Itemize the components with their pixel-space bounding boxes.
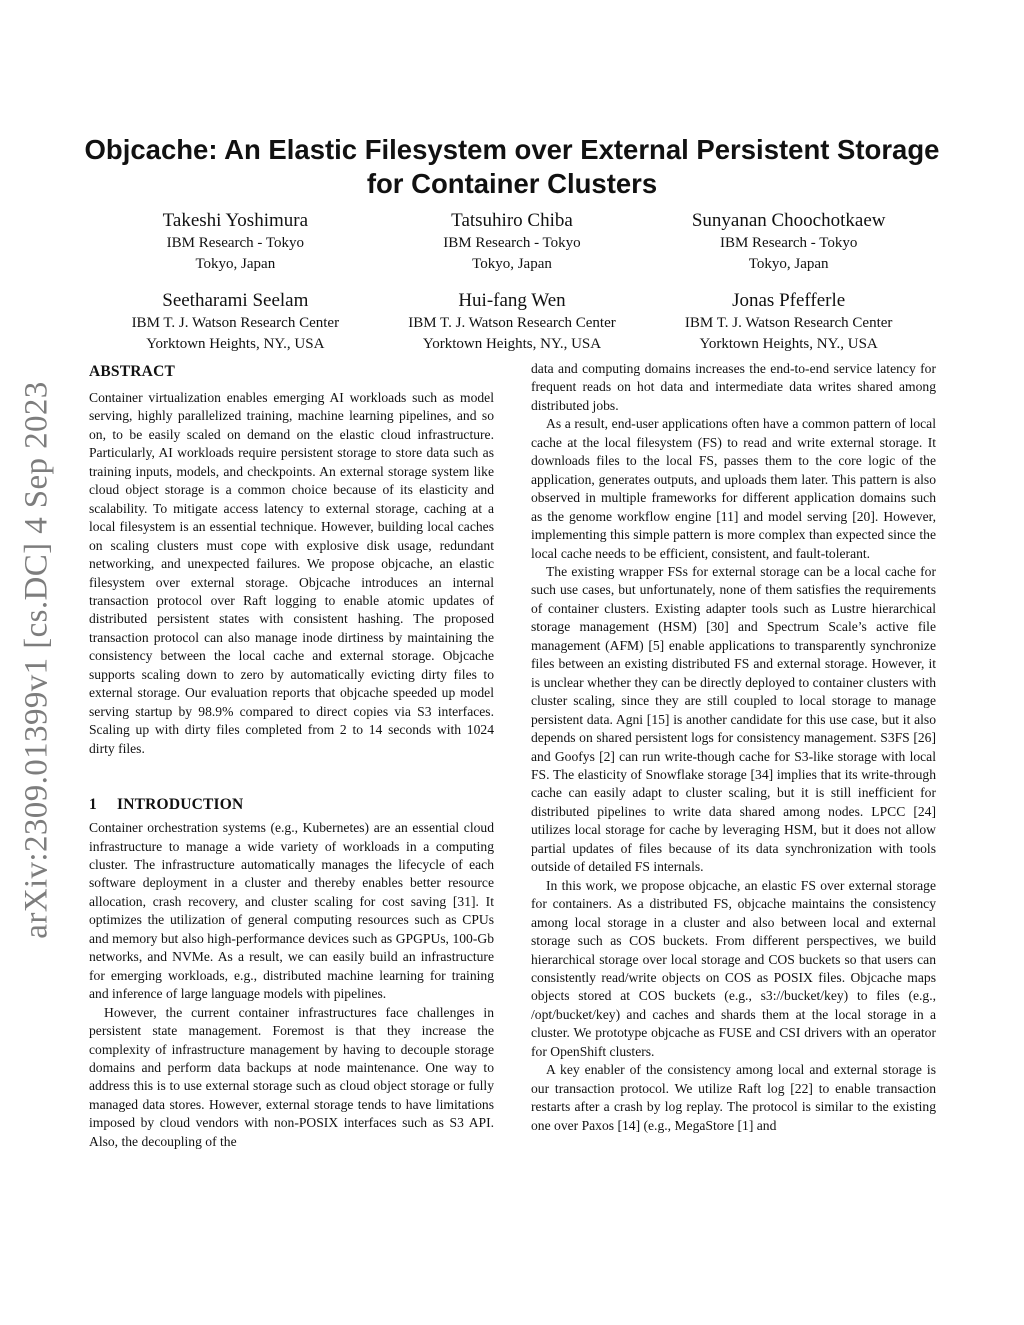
author-location: Yorktown Heights, NY., USA	[146, 335, 325, 352]
author-location: Yorktown Heights, NY., USA	[699, 335, 878, 352]
author-affiliation: IBM Research - Tokyo	[166, 235, 305, 251]
section-number: 1	[89, 796, 97, 814]
body-paragraph: Container orchestration systems (e.g., Kubernetes) are an essential cloud infrastructure to manage a wide variety of workloads in a computing cluster. The infrastructure automatically manages the lifecycle of each software deployment in a cluster and thereby enables better resource allocation, crash recovery, and cluster scaling for cost saving [31]. It optimizes the utilization of general computing resources such as CPUs and memory but also high-performance devices such as GPGPUs, 100-Gb networks, and NVMe. As a result, we can easily build an infrastructure for emerging workloads, e.g., distributed machine learning for training and inference of large language models with pipelines.	[89, 820, 494, 1002]
author-card	[374, 208, 651, 274]
author-name: Hui-fang Wen	[458, 290, 566, 311]
body-paragraph: The existing wrapper FSs for external storage can be a local cache for such use cases, but unfortunately, none of them satisfies the requirements of container clusters. Existing adapter tools such as Lustre hierarchical storage management (HSM) [30] and Spectrum Scale’s active file management (AFM) [5] enable applications to transparently synchronize files between an existing distributed FS and external storage. However, it is unclear whether they can be directly deployed to container clusters with cluster scaling, since they are still coupled to local storage to manage persistent data. Agni [15] is another candidate for this use case, but it also depends on shared persistent logs for consistency management. S3FS [26] and Goofys [2] can run write-though cache for S3-like storage with local FS. The elasticity of Snowflake storage [34] implies that its write-through cache can easily adapt to cluster scaling, but it is still inefficient for distributed pipelines to write data shared among nodes. LPCC [24] utilizes local storage for cache by leveraging HSM, but it does not allow partial updates of files because of its data synchronization with tools outside of detailed FS internals.	[531, 563, 936, 875]
arxiv-sidebar-stamp	[12, 360, 62, 960]
author-name: Tatsuhiro Chiba	[451, 210, 573, 231]
body-paragraph: However, the current container infrastructures face challenges in persistent state management. Foremost is that they increase the complexity of infrastructure management by having to decouple storage domains and perform data backups at node maintenance. One way to address this is to use external storage such as cloud object storage or fully managed data stores. However, external storage tends to have limitations imposed by cloud vendors with non-POSIX interfaces such as S3 API. Also, the decoupling of the	[89, 1004, 494, 1149]
author-card	[97, 288, 374, 354]
author-affiliation: IBM T. J. Watson Research Center	[408, 315, 616, 331]
author-name: Jonas Pfefferle	[732, 290, 846, 311]
section-heading-introduction	[89, 794, 494, 816]
author-block	[97, 208, 927, 354]
paper-title: Objcache: An Elastic Filesystem over External Persistent Storage for Container Clusters	[84, 134, 940, 199]
author-affiliation: IBM T. J. Watson Research Center	[684, 315, 893, 331]
author-name: Seetharami Seelam	[162, 290, 309, 311]
author-location: Tokyo, Japan	[472, 255, 552, 272]
arxiv-identifier: arXiv:2309.01399v1 [cs.DC] 4 Sep 2023	[18, 381, 55, 939]
author-card	[97, 208, 374, 274]
author-location: Yorktown Heights, NY., USA	[422, 335, 602, 352]
body-paragraph: In this work, we propose objcache, an elastic FS over external storage for containers. As a distributed FS, objcache maintains the consistency among local storage in a cluster and also between local and external storage such as COS buckets. From different perspectives, we build hierarchical storage over local storage and COS buckets so that users can consistently read/write objects on COS as POSIX files. Objcache maps objects stored at COS buckets (e.g., s3://bucket/key) to files (e.g., /opt/bucket/key) and caches and shards them at the local storage in a cluster. We prototype objcache as FUSE and CSI drivers with an operator for OpenShift clusters.	[531, 877, 936, 1059]
author-affiliation: IBM Research - Tokyo	[443, 235, 581, 251]
section-title: INTRODUCTION	[117, 796, 244, 814]
body-paragraph: data and computing domains increases the end-to-end service latency for frequent reads on hot data and intermediate data writes shared among distributed jobs.	[531, 361, 936, 413]
author-affiliation: IBM Research - Tokyo	[719, 235, 858, 251]
abstract-text: Container virtualization enables emerging AI workloads such as model serving, highly parallelized training, machine learning pipelines, and so on, to be easily scaled on demand on the elastic cloud infrastructure. Particularly, AI workloads require persistent storage to store data such as training inputs, models, and checkpoints. An external storage system like cloud object storage is a common choice because of its elasticity and scalability. To mitigate access latency to external storage, caching at a local filesystem is an essential technique. However, building local caches on scaling clusters must cope with explosive disk usage, redundant networking, and unexpected failures. We propose objcache, an elastic filesystem over external storage. Objcache introduces an internal transaction protocol over Raft logging to enable atomic updates of distributed persistent states with consistent hashing. The proposed transaction protocol can also manage inode dirtiness by maintaining the consistency between the local cache and external storage. Objcache supports scaling down to zero by automatically evicting dirty files to external storage. Our evaluation reports that objcache speeded up model serving startup by 98.9% compared to direct copies via S3 interfaces. Scaling up with dirty files completed from 2 to 14 seconds with 1024 dirty files.	[89, 390, 494, 756]
author-card	[650, 288, 927, 354]
author-affiliation: IBM T. J. Watson Research Center	[131, 315, 340, 331]
author-name: Sunyanan Choochotkaew	[691, 210, 886, 231]
author-card	[374, 288, 651, 354]
body-paragraph: A key enabler of the consistency among local and external storage is our transaction protocol. We utilize Raft log [22] to enable transaction restarts after a crash by log replay. The protocol is similar to the existing one over Paxos [14] (e.g., MegaStore [1] and	[531, 1062, 936, 1133]
left-column	[89, 361, 494, 1151]
right-column	[531, 360, 936, 1135]
abstract-heading: ABSTRACT	[89, 363, 176, 380]
author-location: Tokyo, Japan	[195, 255, 276, 272]
author-location: Tokyo, Japan	[748, 255, 829, 272]
author-card	[650, 208, 927, 274]
body-paragraph: As a result, end-user applications often have a common pattern of local cache at the local filesystem (FS) to read and write external storage. It downloads files to the local FS, passes them to the core logic of the application, generates outputs, and uploads them later. This pattern is also observed in multiple frameworks for different application domains such as the genome workflow engine [11] and model serving [20]. However, implementing this simple pattern is more complex than expected since the local cache needs to be efficient, consistent, and fault-tolerant.	[531, 416, 936, 561]
author-name: Takeshi Yoshimura	[162, 210, 309, 231]
